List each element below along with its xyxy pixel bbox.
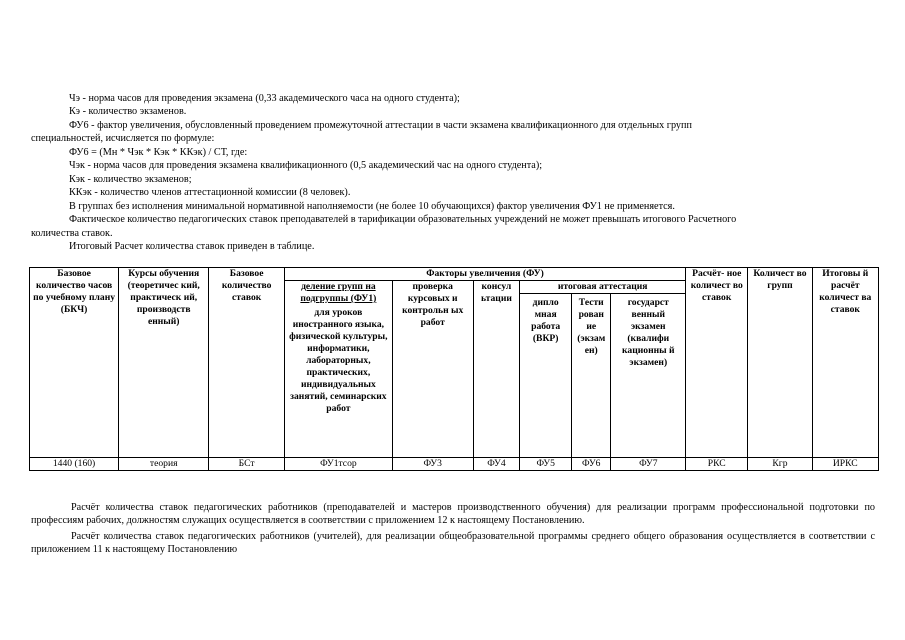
header-final-attestation: итоговая аттестация bbox=[520, 281, 686, 294]
table-cell: ФУ1тсор bbox=[284, 458, 392, 471]
header-groups: Количест во групп bbox=[748, 268, 812, 458]
header-consult: консул ьтации bbox=[473, 281, 520, 458]
text-line: Чэ - норма часов для проведения экзамена (0,33 академического часа на одного студента); bbox=[69, 93, 460, 104]
formula-line: ФУ6 = (Мн * Чэк * Кэк * ККэк) / СТ, где: bbox=[69, 147, 248, 158]
text-line: Итоговый Расчет количества ставок приведен в таблице. bbox=[69, 241, 315, 252]
rates-table bbox=[29, 267, 879, 471]
text-line: Чэк - норма часов для проведения экзамена квалификационного (0,5 академический час на одного студента); bbox=[69, 160, 543, 171]
table-cell: ФУ3 bbox=[392, 458, 473, 471]
header-state-exam: государст венный экзамен (квалифи кационны й экзамен) bbox=[611, 294, 686, 458]
text-line: В группах без исполнения минимальной нормативной наполняемости (не более 10 обучающихся) фактор увеличения ФУ1 не применяется. bbox=[69, 201, 675, 212]
text-line: Кэк - количество экзаменов; bbox=[69, 174, 192, 185]
text-line: ККэк - количество членов аттестационной комиссии (8 человек). bbox=[69, 187, 351, 198]
text-line: Фактическое количество педагогических ставок преподавателей в тарификации образовательных учреждений не может превышать итогового Расчетного bbox=[69, 214, 737, 225]
header-base-hours: Базовое количество часов по учебному плану (БКЧ) bbox=[30, 268, 119, 458]
header-factors: Факторы увеличения (ФУ) bbox=[284, 268, 685, 281]
header-testing: Тести рован ие (экзам ен) bbox=[572, 294, 611, 458]
header-total-rate: Итоговы й расчёт количест ва ставок bbox=[812, 268, 878, 458]
table-cell: РКС bbox=[686, 458, 748, 471]
table-cell: ФУ4 bbox=[473, 458, 520, 471]
table-cell: 1440 (160) bbox=[30, 458, 119, 471]
text-line: количества ставок. bbox=[31, 228, 113, 239]
header-check: проверка курсовых и контрольн ых работ bbox=[392, 281, 473, 458]
header-calc-rate: Расчёт- ное количест во ставок bbox=[686, 268, 748, 458]
text-line: ФУ6 - фактор увеличения, обусловленный проведением промежуточной аттестации в части экзамена квалификационного для отдельных групп bbox=[69, 120, 692, 131]
header-diploma: дипло мная работа (ВКР) bbox=[520, 294, 572, 458]
header-division-sub: для уроков иностранного языка, физической культуры, информатики, лабораторных, практических, индивидуальных занятий, семинарских работ bbox=[289, 307, 388, 414]
table-cell: ФУ7 bbox=[611, 458, 686, 471]
header-base-rate: Базовое количество ставок bbox=[209, 268, 285, 458]
paragraph: Расчёт количества ставок педагогических работников (учителей), для реализации общеобразовательной программы среднего общего образования осуществляется в соответствии с приложением 11 к настоящему Постановлению bbox=[31, 531, 875, 555]
table-cell: ФУ5 bbox=[520, 458, 572, 471]
table-cell: БСт bbox=[209, 458, 285, 471]
table-cell: теория bbox=[119, 458, 209, 471]
table-cell: ИРКС bbox=[812, 458, 878, 471]
header-courses: Курсы обучения (теоретичес кий, практическ ий, производств енный) bbox=[119, 268, 209, 458]
header-division bbox=[284, 281, 392, 458]
table-cell: ФУ6 bbox=[572, 458, 611, 471]
text-line: Кэ - количество экзаменов. bbox=[69, 106, 187, 117]
table-cell: Кгр bbox=[748, 458, 812, 471]
paragraph: Расчёт количества ставок педагогических работников (преподавателей и мастеров производственного обучения) для реализации программ профессиональной подготовки по профессиям рабочих, должностям служащих осуществляется в соответствии с приложением 12 к настоящему Постановлению. bbox=[31, 502, 875, 526]
header-division-title: деление групп на подгруппы (ФУ1) bbox=[300, 281, 377, 304]
text-line: специальностей, исчисляется по формуле: bbox=[31, 133, 215, 144]
